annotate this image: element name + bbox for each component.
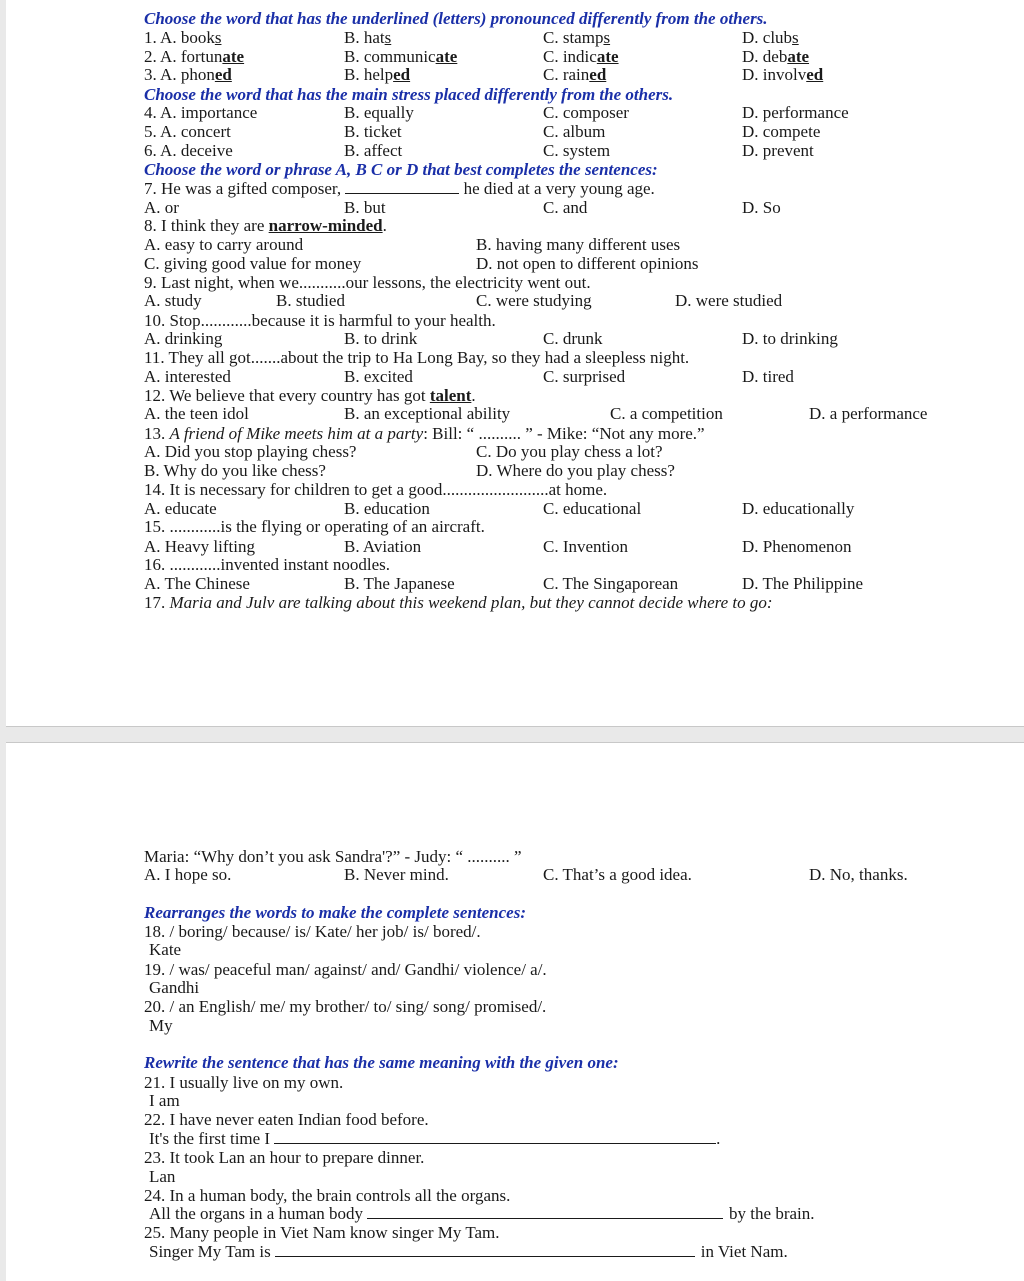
option-c: C. indic [543, 47, 597, 66]
option-b: B. affect [344, 141, 403, 160]
section-heading-pronunciation: Choose the word that has the underlined (letters) pronounced differently from the others. [144, 9, 768, 28]
option-a: A. The Chinese [144, 574, 250, 593]
question-7-stem [144, 179, 655, 198]
option-b: B. The Japanese [344, 574, 455, 593]
option-d: D. performance [742, 103, 849, 122]
option-a: 4. A. importance [144, 103, 258, 122]
document-page-1 [6, 0, 1024, 727]
stem-text: 8. I think they are [144, 216, 269, 235]
stem-text: 12. We believe that every country has got [144, 386, 430, 405]
option-b: B. but [344, 198, 386, 217]
answer-end: in Viet Nam. [700, 1242, 788, 1261]
option-b: B. to drink [344, 329, 418, 348]
option-a: A. educate [144, 499, 217, 518]
option-a: A. or [144, 198, 179, 217]
stem-part-2: he died at a very young age. [459, 179, 655, 198]
question-18-answer-start: Kate [149, 940, 182, 959]
question-24-answer [149, 1204, 815, 1223]
option-a-underlined: ate [222, 47, 245, 66]
answer-end: . [716, 1129, 721, 1148]
option-c: C. drunk [543, 329, 603, 348]
option-a: A. interested [144, 367, 231, 386]
option-b: B. Why do you like chess? [144, 461, 326, 480]
option-d: D. educationally [742, 499, 855, 518]
option-d: D. tired [742, 367, 794, 386]
option-c: C. were studying [476, 291, 592, 310]
question-21-answer-start: I am [149, 1091, 180, 1110]
option-c-underlined: s [603, 28, 611, 47]
option-d-underlined: ate [787, 47, 810, 66]
section-heading-rearrange: Rearranges the words to make the complete sentences: [144, 903, 527, 922]
stem-underlined: narrow-minded [268, 216, 383, 235]
option-b: B. equally [344, 103, 414, 122]
option-c-underlined: ate [596, 47, 619, 66]
option-b: B. Never mind. [344, 865, 449, 884]
question-17-stem [144, 593, 773, 612]
option-d: D. were studied [675, 291, 783, 310]
option-b: B. having many different uses [476, 235, 681, 254]
option-d: D. not open to different opinions [476, 254, 699, 273]
option-a: A. Heavy lifting [144, 537, 255, 556]
option-b: B. help [344, 65, 394, 84]
question-8-stem [144, 216, 387, 235]
question-25-stem: 25. Many people in Viet Nam know singer My Tam. [144, 1223, 500, 1242]
option-c: C. and [543, 198, 588, 217]
question-14-stem: 14. It is necessary for children to get a good.........................at home. [144, 480, 608, 499]
option-c: C. album [543, 122, 606, 141]
option-d: D. club [742, 28, 793, 47]
question-number: 17. [144, 593, 170, 612]
question-10-stem: 10. Stop............because it is harmful to your health. [144, 311, 496, 330]
section-heading-choice: Choose the word or phrase A, B C or D that best completes the sentences: [144, 160, 658, 179]
option-d: D. So [742, 198, 781, 217]
option-b-underlined: ate [435, 47, 458, 66]
question-24-stem: 24. In a human body, the brain controls all the organs. [144, 1186, 511, 1205]
option-c: C. giving good value for money [144, 254, 362, 273]
stem-part-1: 7. He was a gifted composer, [144, 179, 346, 198]
option-d: D. deb [742, 47, 788, 66]
question-17-dialogue: Maria: “Why don’t you ask Sandra'?” - Judy: “ .......... ” [144, 847, 522, 866]
question-22-stem: 22. I have never eaten Indian food before. [144, 1110, 429, 1129]
option-a: A. study [144, 291, 202, 310]
question-22-answer [149, 1129, 720, 1148]
option-d: D. to drinking [742, 329, 838, 348]
question-23-stem: 23. It took Lan an hour to prepare dinner. [144, 1148, 425, 1167]
question-21-stem: 21. I usually live on my own. [144, 1073, 344, 1092]
option-a: 3. A. phon [144, 65, 215, 84]
option-c: C. composer [543, 103, 629, 122]
question-19-answer-start: Gandhi [149, 978, 200, 997]
stem-situation: Maria and Julv are talking about this weekend plan, but they cannot decide where to go: [169, 593, 773, 612]
option-d-underlined: s [792, 28, 799, 47]
option-b-underlined: ed [393, 65, 411, 84]
answer-start: All the organs in a human body [149, 1204, 364, 1223]
stem-underlined: talent [429, 386, 472, 405]
stem-situation: A friend of Mike meets him at a party [169, 424, 424, 443]
question-20-answer-start: My [149, 1016, 173, 1035]
question-20-stem: 20. / an English/ me/ my brother/ to/ sing/ song/ promised/. [144, 997, 547, 1016]
option-a: A. Did you stop playing chess? [144, 442, 357, 461]
option-c: C. The Singaporean [543, 574, 679, 593]
option-a: 1. A. book [144, 28, 215, 47]
option-d: D. The Philippine [742, 574, 864, 593]
option-a: A. easy to carry around [144, 235, 304, 254]
question-9-stem: 9. Last night, when we...........our lessons, the electricity went out. [144, 273, 591, 292]
answer-start: It's the first time I [149, 1129, 271, 1148]
option-d: D. a performance [809, 404, 928, 423]
question-16-stem: 16. ............invented instant noodles. [144, 555, 391, 574]
option-c: C. That’s a good idea. [543, 865, 692, 884]
document-page-2 [6, 742, 1024, 1281]
option-c: C. a competition [610, 404, 723, 423]
answer-start: Singer My Tam is [149, 1242, 271, 1261]
stem-dialogue: : Bill: “ .......... ” - Mike: “Not any more.” [423, 424, 705, 443]
answer-blank [367, 1204, 723, 1219]
answer-blank [345, 179, 459, 194]
option-d: D. Where do you play chess? [476, 461, 675, 480]
question-15-stem: 15. ............is the flying or operating of an aircraft. [144, 517, 485, 536]
question-23-answer-start: Lan [149, 1167, 176, 1186]
stem-end: . [382, 216, 387, 235]
option-a-underlined: s [214, 28, 222, 47]
option-d: D. involv [742, 65, 807, 84]
question-number: 13. [144, 424, 170, 443]
answer-blank [275, 1242, 695, 1257]
option-c: C. system [543, 141, 611, 160]
option-c: C. educational [543, 499, 642, 518]
option-c: C. stamp [543, 28, 604, 47]
section-heading-rewrite: Rewrite the sentence that has the same meaning with the given one: [144, 1053, 619, 1072]
answer-blank [274, 1129, 716, 1144]
option-b: B. education [344, 499, 430, 518]
option-a: 5. A. concert [144, 122, 231, 141]
question-13-stem [144, 424, 705, 443]
option-b-underlined: s [384, 28, 392, 47]
question-12-stem [144, 386, 476, 405]
option-c-underlined: ed [589, 65, 607, 84]
option-d-underlined: ed [806, 65, 824, 84]
option-d: D. prevent [742, 141, 814, 160]
option-b: B. hat [344, 28, 385, 47]
option-d: D. No, thanks. [809, 865, 908, 884]
option-c: C. Invention [543, 537, 628, 556]
option-d: D. compete [742, 122, 821, 141]
option-b: B. excited [344, 367, 413, 386]
option-b: B. ticket [344, 122, 402, 141]
option-c: C. surprised [543, 367, 626, 386]
option-b: B. studied [276, 291, 345, 310]
option-a: A. the teen idol [144, 404, 249, 423]
option-a: A. drinking [144, 329, 223, 348]
section-heading-stress: Choose the word that has the main stress placed differently from the others. [144, 85, 674, 104]
answer-end: by the brain. [729, 1204, 815, 1223]
option-a: 6. A. deceive [144, 141, 233, 160]
question-19-stem: 19. / was/ peaceful man/ against/ and/ Gandhi/ violence/ a/. [144, 960, 547, 979]
question-11-stem: 11. They all got.......about the trip to Ha Long Bay, so they had a sleepless night. [144, 348, 690, 367]
option-c: C. rain [543, 65, 590, 84]
option-d: D. Phenomenon [742, 537, 852, 556]
option-a: 2. A. fortun [144, 47, 223, 66]
option-b: B. Aviation [344, 537, 422, 556]
option-a-underlined: ed [214, 65, 232, 84]
stem-end: . [471, 386, 476, 405]
option-b: B. communic [344, 47, 436, 66]
question-25-answer [149, 1242, 788, 1261]
question-18-stem: 18. / boring/ because/ is/ Kate/ her job/ is/ bored/. [144, 922, 481, 941]
option-a: A. I hope so. [144, 865, 232, 884]
option-b: B. an exceptional ability [344, 404, 511, 423]
option-c: C. Do you play chess a lot? [476, 442, 663, 461]
